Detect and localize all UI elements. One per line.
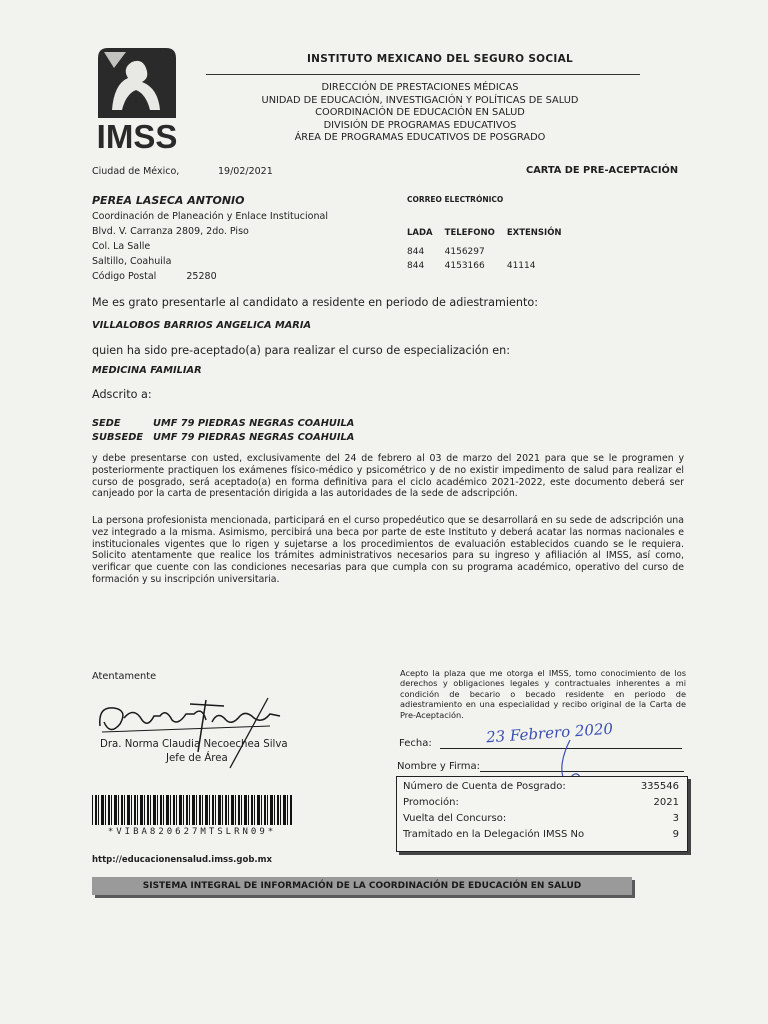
- info-label: Número de Cuenta de Posgrado:: [403, 781, 566, 792]
- acceptance-text: Acepto la plaza que me otorga el IMSS, tomo conocimiento de los derechos y obligaciones legales y contractuales inherentes a mi condición de becario o becado residente en periodo de adiestramiento en una especialidad y recibo original de la Carta de Pre-Aceptación.: [400, 668, 686, 720]
- info-value: 9: [672, 829, 679, 840]
- subsede-value: UMF 79 PIEDRAS NEGRAS COAHUILA: [153, 432, 355, 443]
- info-value: 335546: [640, 781, 679, 792]
- phone-header-row: [407, 228, 574, 247]
- closing-text: Atentamente: [92, 671, 157, 682]
- info-value: 3: [672, 813, 679, 824]
- header-line: COORDINACIÓN DE EDUCACIÓN EN SALUD: [315, 107, 525, 118]
- address-line: Col. La Salle: [92, 241, 151, 252]
- intro-text: Me es grato presentarle al candidato a residente en periodo de adiestramiento:: [92, 296, 538, 309]
- postal-label: Código Postal: [92, 271, 157, 282]
- lada-cell: 844: [407, 261, 425, 271]
- imss-logo: [92, 44, 182, 156]
- extension-cell: [507, 247, 574, 261]
- name-signature-label: Nombre y Firma:: [397, 761, 480, 772]
- letter-date: 19/02/2021: [218, 166, 273, 177]
- info-label: Promoción:: [403, 797, 459, 808]
- extension-cell: 41114: [506, 261, 536, 271]
- postal-code: 25280: [186, 271, 217, 282]
- svg-text:IMSS: IMSS: [96, 118, 178, 155]
- paragraph-2: La persona profesionista mencionada, participará en el curso propedéutico que se desarrollará en su sede de adscripción una vez integrado a la misma. Asimismo, percibirá una beca por parte de este Instituto y deberá acatar las normas nacionales e institucionales vigentes que lo rigen y sujetarse a los procedimientos de evaluación establecidos cuando se le requiera. Solicito atentamente que realice los trámites administrativos necesarios para su ingreso y afiliación al IMSS, así como, verificar que cuente con las condiciones necesarias para que cumpla con su programa académico, operativo del curso de formación y su inscripción universitaria.: [92, 515, 684, 585]
- header-line: DIRECCIÓN DE PRESTACIONES MÉDICAS: [321, 82, 519, 93]
- recipient-name: PEREA LASECA ANTONIO: [92, 194, 245, 207]
- phone-header: TELEFONO: [444, 228, 495, 238]
- assigned-label: Adscrito a:: [92, 388, 152, 401]
- sede-value: UMF 79 PIEDRAS NEGRAS COAHUILA: [153, 418, 355, 429]
- info-value: 2021: [653, 797, 679, 808]
- info-row: [403, 781, 679, 792]
- address-line: Saltillo, Coahuila: [92, 256, 172, 267]
- extension-header: EXTENSIÓN: [506, 228, 562, 238]
- lada-cell: 844: [407, 247, 425, 257]
- address-line: Coordinación de Planeación y Enlace Institucional: [92, 211, 328, 222]
- candidate-name: VILLALOBOS BARRIOS ANGELICA MARIA: [92, 320, 312, 331]
- enrollment-info-box: [396, 776, 688, 852]
- header-line: UNIDAD DE EDUCACIÓN, INVESTIGACIÓN Y POLÍTICAS DE SALUD: [261, 94, 579, 106]
- info-row: [403, 797, 679, 808]
- address-line: Blvd. V. Carranza 2809, 2do. Piso: [92, 226, 249, 237]
- preaccepted-text: quien ha sido pre-aceptado(a) para realizar el curso de especialización en:: [92, 344, 511, 357]
- sede-label: SEDE: [92, 418, 121, 429]
- letter-title: CARTA DE PRE-ACEPTACIÓN: [526, 165, 679, 176]
- institution-title: INSTITUTO MEXICANO DEL SEGURO SOCIAL: [306, 53, 574, 65]
- info-row: [403, 829, 679, 840]
- info-label: Tramitado en la Delegación IMSS No: [403, 829, 585, 840]
- header-rule: [206, 74, 640, 75]
- footer-url[interactable]: http://educacionensalud.imss.gob.mx: [92, 855, 272, 865]
- specialty: MEDICINA FAMILIAR: [92, 365, 202, 376]
- lada-header: LADA: [407, 228, 433, 238]
- date-label: Fecha:: [399, 738, 432, 749]
- barcode: [92, 795, 292, 825]
- header-line: ÁREA DE PROGRAMAS EDUCATIVOS DE POSGRADO: [294, 132, 546, 143]
- signer-role: Jefe de Área: [166, 753, 228, 764]
- email-label: CORREO ELECTRÓNICO: [407, 195, 504, 204]
- phone-row: [407, 247, 574, 261]
- signer-name: Dra. Norma Claudia Necoechea Silva: [100, 739, 288, 750]
- phone-table: [407, 228, 574, 275]
- subsede-label: SUBSEDE: [92, 432, 144, 443]
- info-label: Vuelta del Concurso:: [403, 813, 507, 824]
- handwritten-date: 23 Febrero 2020: [485, 719, 614, 747]
- barcode-text: *VIBA820627MTSLRN09*: [107, 827, 277, 837]
- header-line: DIVISIÓN DE PROGRAMAS EDUCATIVOS: [323, 119, 517, 131]
- recipient-address: [92, 209, 328, 284]
- info-row: [403, 813, 679, 824]
- phone-cell: 4153166: [444, 261, 485, 271]
- postal-line: [92, 269, 328, 284]
- phone-cell: 4156297: [444, 247, 485, 257]
- phone-row: [407, 261, 574, 275]
- footer-system-bar: SISTEMA INTEGRAL DE INFORMACIÓN DE LA COORDINACIÓN DE EDUCACIÓN EN SALUD: [92, 877, 632, 895]
- paragraph-1: y debe presentarse con usted, exclusivamente del 24 de febrero al 03 de marzo del 2021 para que se le programen y posteriormente practiquen los exámenes físico-médico y psicométrico y de no existir impedimento de salud para realizar el curso de posgrado, será aceptado(a) en forma definitiva para el ciclo académico 2021-2022, este documento deberá ser canjeado por la carta de presentación dirigida a las autoridades de la sede de adscripción.: [92, 453, 684, 500]
- header-lines: [210, 82, 630, 145]
- city: Ciudad de México,: [92, 166, 180, 177]
